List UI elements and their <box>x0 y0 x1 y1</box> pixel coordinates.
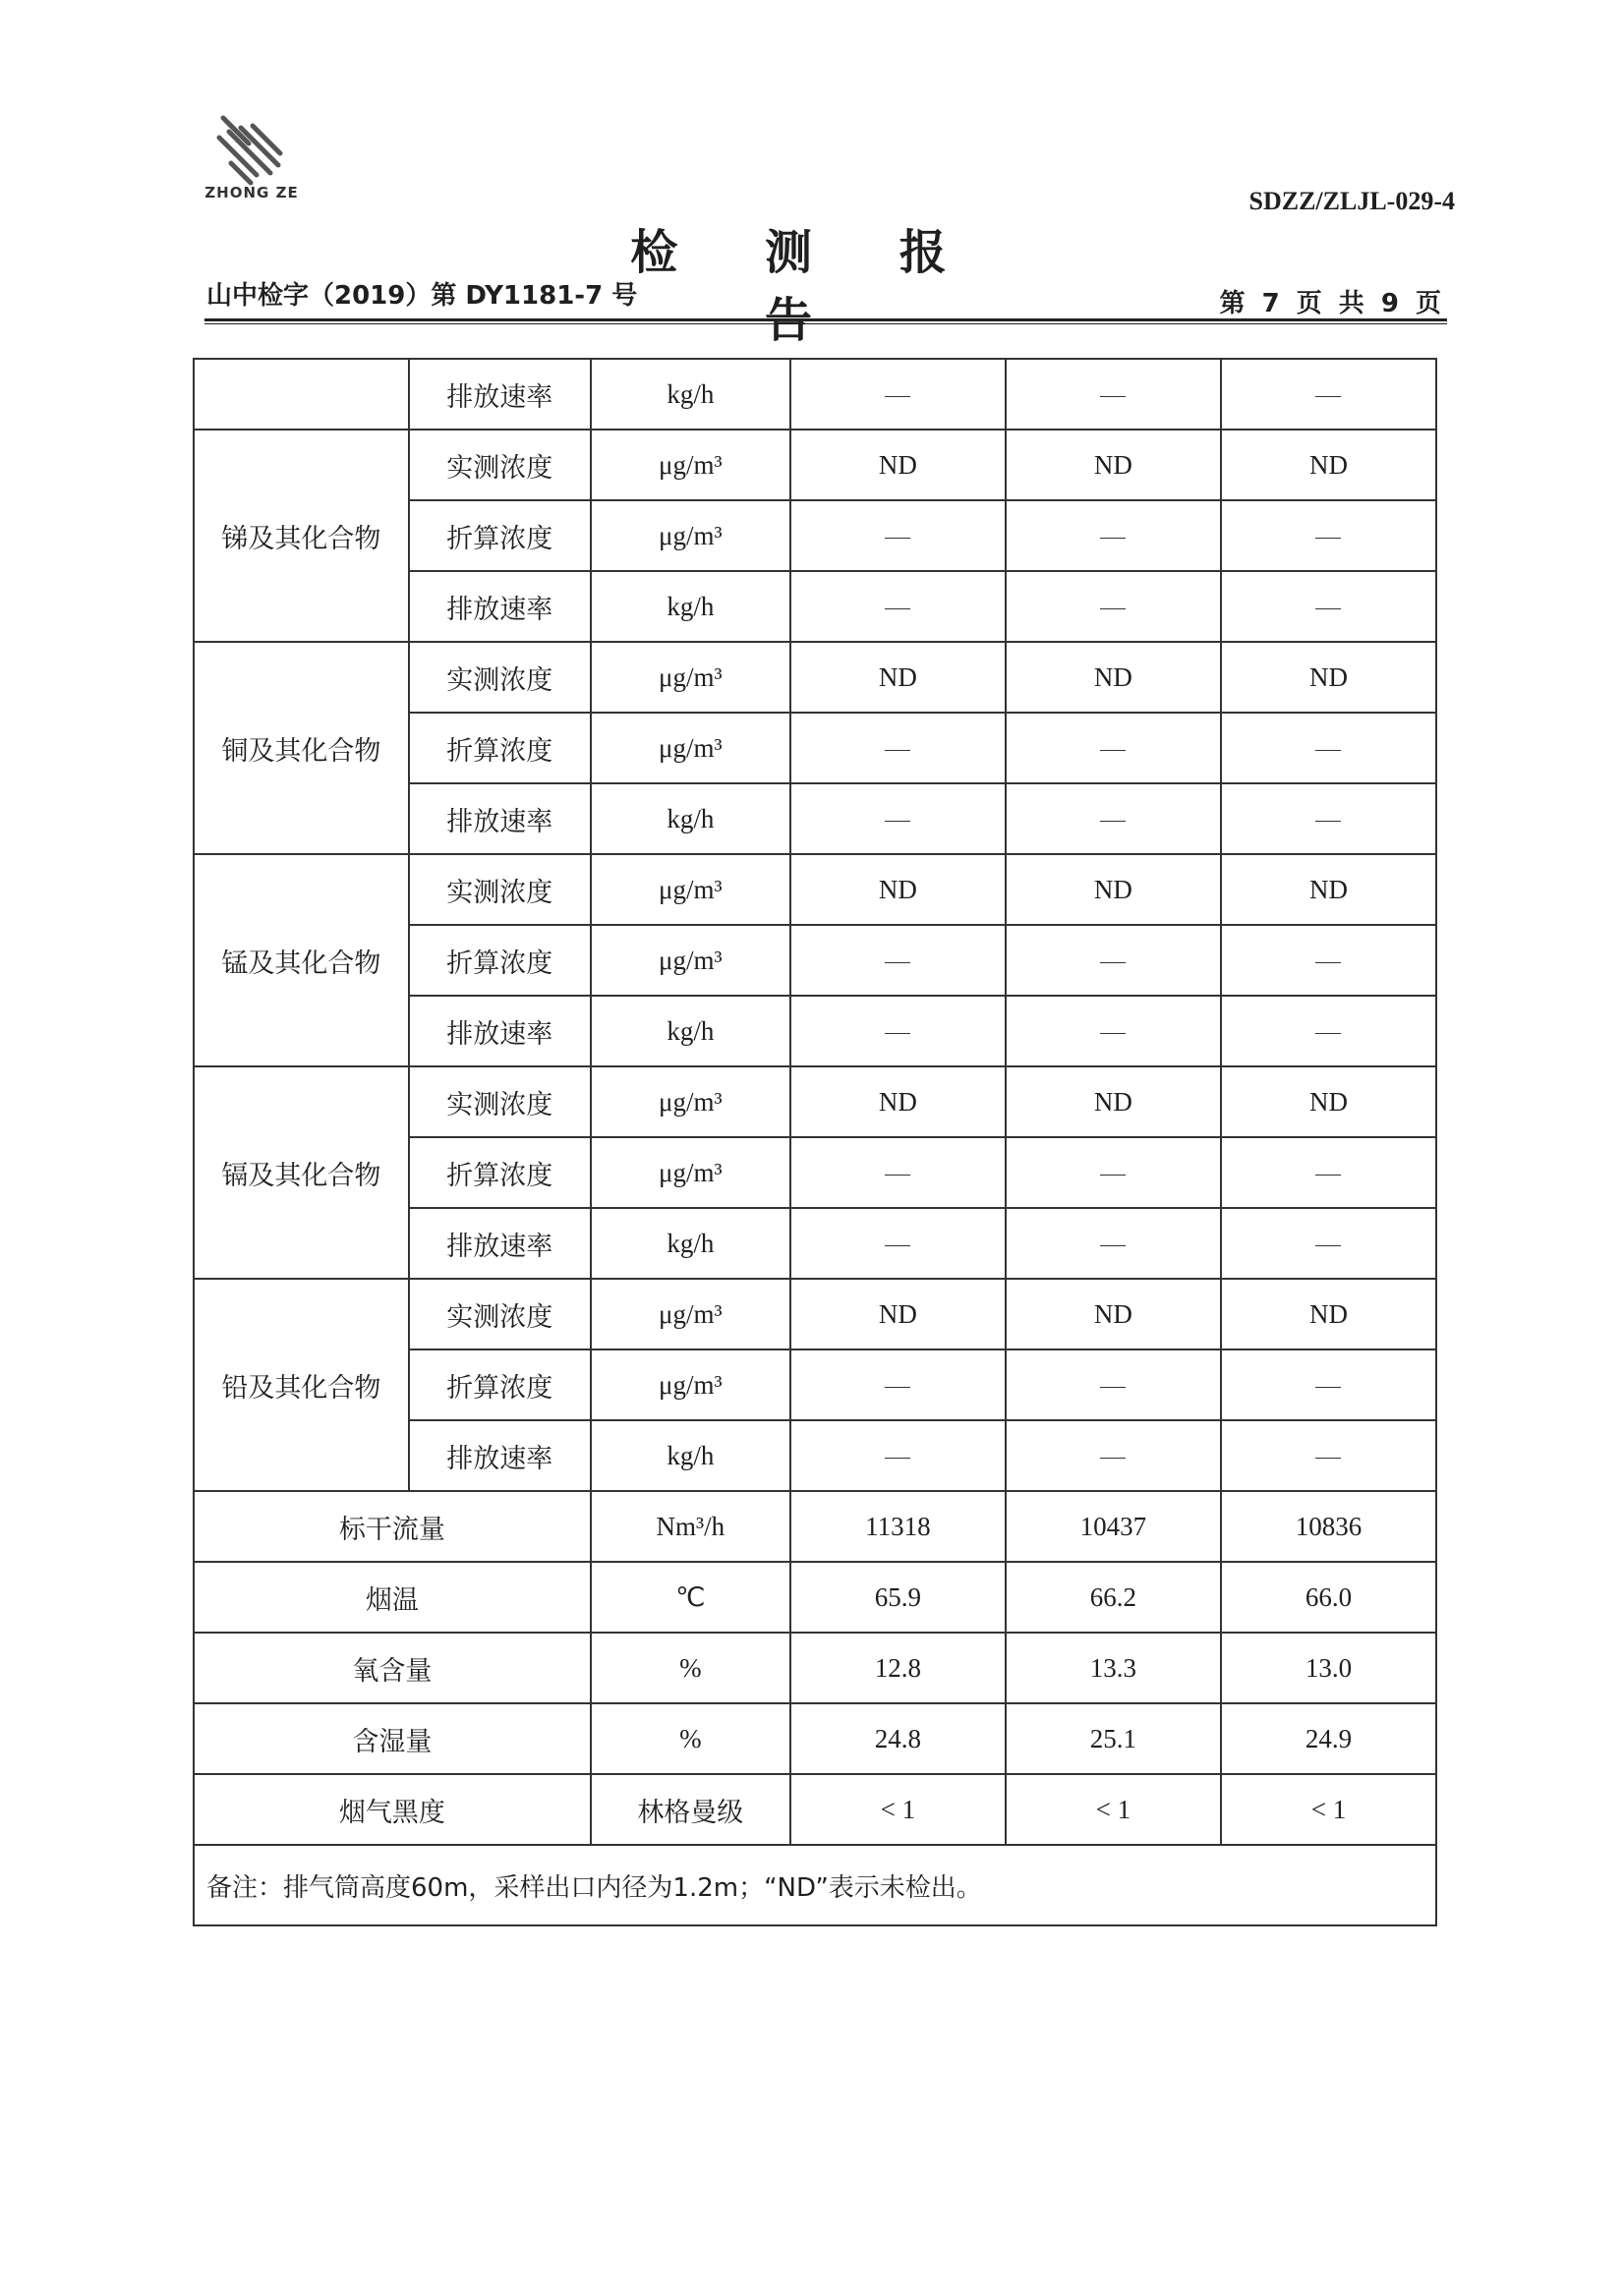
value-cell: 13.3 <box>1006 1633 1221 1703</box>
item-cell: 折算浓度 <box>409 925 591 996</box>
item-cell: 排放速率 <box>409 1208 591 1279</box>
category-cell: 锰及其化合物 <box>194 854 409 1066</box>
unit-cell: kg/h <box>591 1208 790 1279</box>
dash-mark <box>1100 538 1126 539</box>
value-cell <box>1221 1137 1436 1208</box>
category-cell <box>194 359 409 430</box>
item-cell: 排放速率 <box>409 571 591 642</box>
category-cell: 铅及其化合物 <box>194 1279 409 1491</box>
table-row <box>194 430 1436 500</box>
value-cell <box>790 1349 1006 1420</box>
value-cell: ND <box>1221 642 1436 713</box>
item-cell: 实测浓度 <box>409 854 591 925</box>
value-cell <box>790 500 1006 571</box>
dash-mark <box>885 1458 910 1459</box>
dash-mark <box>885 962 910 963</box>
value-cell <box>1221 500 1436 571</box>
dash-mark <box>1100 750 1126 751</box>
unit-cell: μg/m³ <box>591 925 790 996</box>
value-cell: ND <box>790 854 1006 925</box>
unit-cell: kg/h <box>591 359 790 430</box>
table-row <box>194 1703 1436 1774</box>
value-cell <box>790 359 1006 430</box>
item-cell: 排放速率 <box>409 1420 591 1491</box>
item-cell: 排放速率 <box>409 359 591 430</box>
unit-cell: % <box>591 1633 790 1703</box>
unit-cell: μg/m³ <box>591 642 790 713</box>
value-cell <box>1006 783 1221 854</box>
value-cell <box>1221 783 1436 854</box>
value-cell: ND <box>790 642 1006 713</box>
dash-mark <box>1100 1458 1126 1459</box>
item-cell: 折算浓度 <box>409 713 591 783</box>
value-cell <box>1221 359 1436 430</box>
value-cell <box>1006 1420 1221 1491</box>
value-cell: ND <box>1006 854 1221 925</box>
item-cell: 折算浓度 <box>409 1349 591 1420</box>
value-cell <box>790 783 1006 854</box>
value-cell <box>790 1208 1006 1279</box>
dash-mark <box>1315 962 1341 963</box>
dash-mark <box>1100 1033 1126 1034</box>
dash-mark <box>1315 1458 1341 1459</box>
value-cell: 25.1 <box>1006 1703 1221 1774</box>
value-cell: 11318 <box>790 1491 1006 1562</box>
dash-mark <box>1100 1245 1126 1246</box>
category-cell: 锑及其化合物 <box>194 430 409 642</box>
dash-mark <box>885 538 910 539</box>
dash-mark <box>885 1175 910 1176</box>
unit-cell: μg/m³ <box>591 430 790 500</box>
dash-mark <box>1315 538 1341 539</box>
item-cell: 实测浓度 <box>409 430 591 500</box>
table-row <box>194 1562 1436 1633</box>
dash-mark <box>1315 396 1341 397</box>
value-cell: ND <box>1006 642 1221 713</box>
unit-cell: % <box>591 1703 790 1774</box>
category-cell: 镉及其化合物 <box>194 1066 409 1279</box>
value-cell: ND <box>1006 1279 1221 1349</box>
dash-mark <box>1315 750 1341 751</box>
value-cell: ND <box>790 1066 1006 1137</box>
value-cell: < 1 <box>790 1774 1006 1845</box>
dash-mark <box>1315 608 1341 609</box>
dash-mark <box>1100 1387 1126 1388</box>
dash-mark <box>1315 821 1341 822</box>
dash-mark <box>1315 1387 1341 1388</box>
value-cell: ND <box>1221 1279 1436 1349</box>
value-cell: ND <box>1221 430 1436 500</box>
dash-mark <box>885 396 910 397</box>
dash-mark <box>885 1387 910 1388</box>
value-cell: 10836 <box>1221 1491 1436 1562</box>
value-cell <box>1006 1137 1221 1208</box>
unit-cell: kg/h <box>591 783 790 854</box>
value-cell: 24.8 <box>790 1703 1006 1774</box>
value-cell: ND <box>790 1279 1006 1349</box>
dash-mark <box>885 821 910 822</box>
parameter-cell: 含湿量 <box>194 1703 591 1774</box>
value-cell <box>1221 1420 1436 1491</box>
dash-mark <box>1100 396 1126 397</box>
parameter-cell: 标干流量 <box>194 1491 591 1562</box>
value-cell: 24.9 <box>1221 1703 1436 1774</box>
value-cell: ND <box>1221 854 1436 925</box>
item-cell: 折算浓度 <box>409 500 591 571</box>
value-cell: 66.0 <box>1221 1562 1436 1633</box>
table-row <box>194 1066 1436 1137</box>
dash-mark <box>1100 962 1126 963</box>
parameter-cell: 烟温 <box>194 1562 591 1633</box>
value-cell <box>1221 1349 1436 1420</box>
value-cell <box>1221 1208 1436 1279</box>
unit-cell: ℃ <box>591 1562 790 1633</box>
document-code: SDZZ/ZLJL-029-4 <box>1248 187 1455 215</box>
header-divider <box>204 318 1447 324</box>
dash-mark <box>1100 608 1126 609</box>
value-cell <box>1006 1208 1221 1279</box>
value-cell <box>1221 571 1436 642</box>
page-title: 检 测 报 告 <box>630 225 982 348</box>
unit-cell: μg/m³ <box>591 500 790 571</box>
value-cell <box>790 571 1006 642</box>
value-cell <box>1006 500 1221 571</box>
page-number: 第 7 页 共 9 页 <box>1219 289 1441 318</box>
unit-cell: μg/m³ <box>591 713 790 783</box>
dash-mark <box>1315 1175 1341 1176</box>
item-cell: 实测浓度 <box>409 1279 591 1349</box>
dash-mark <box>885 608 910 609</box>
value-cell <box>790 996 1006 1066</box>
dash-mark <box>885 1245 910 1246</box>
value-cell: 12.8 <box>790 1633 1006 1703</box>
item-cell: 排放速率 <box>409 783 591 854</box>
value-cell: ND <box>1221 1066 1436 1137</box>
value-cell: < 1 <box>1006 1774 1221 1845</box>
report-number: 山中检字（2019）第 DY1181-7 号 <box>206 281 638 311</box>
unit-cell: kg/h <box>591 996 790 1066</box>
unit-cell: μg/m³ <box>591 1066 790 1137</box>
item-cell: 实测浓度 <box>409 642 591 713</box>
unit-cell: μg/m³ <box>591 1349 790 1420</box>
value-cell <box>1006 359 1221 430</box>
value-cell <box>1006 571 1221 642</box>
value-cell <box>1221 925 1436 996</box>
category-cell: 铜及其化合物 <box>194 642 409 854</box>
parameter-cell: 氧含量 <box>194 1633 591 1703</box>
unit-cell: kg/h <box>591 1420 790 1491</box>
dash-mark <box>1100 1175 1126 1176</box>
value-cell: 13.0 <box>1221 1633 1436 1703</box>
unit-cell: μg/m³ <box>591 1137 790 1208</box>
table-row <box>194 359 1436 430</box>
value-cell <box>790 713 1006 783</box>
unit-cell: μg/m³ <box>591 854 790 925</box>
table-row <box>194 854 1436 925</box>
value-cell <box>1221 713 1436 783</box>
note-cell: 备注：排气筒高度60m，采样出口内径为1.2m；“ND”表示未检出。 <box>194 1845 1436 1925</box>
value-cell <box>1006 713 1221 783</box>
table-row <box>194 1633 1436 1703</box>
logo-text: ZHONG ZE <box>204 184 299 201</box>
dash-mark <box>1100 821 1126 822</box>
value-cell: 10437 <box>1006 1491 1221 1562</box>
table-row <box>194 1845 1436 1925</box>
table-row <box>194 1491 1436 1562</box>
item-cell: 排放速率 <box>409 996 591 1066</box>
value-cell <box>1006 925 1221 996</box>
table-row <box>194 1774 1436 1845</box>
value-cell <box>1221 996 1436 1066</box>
value-cell: ND <box>790 430 1006 500</box>
value-cell: 65.9 <box>790 1562 1006 1633</box>
value-cell: 66.2 <box>1006 1562 1221 1633</box>
dash-mark <box>885 1033 910 1034</box>
value-cell <box>790 1137 1006 1208</box>
item-cell: 实测浓度 <box>409 1066 591 1137</box>
item-cell: 折算浓度 <box>409 1137 591 1208</box>
table-row <box>194 642 1436 713</box>
value-cell <box>1006 996 1221 1066</box>
value-cell: ND <box>1006 1066 1221 1137</box>
dash-mark <box>885 750 910 751</box>
unit-cell: 林格曼级 <box>591 1774 790 1845</box>
unit-cell: Nm³/h <box>591 1491 790 1562</box>
value-cell: ND <box>1006 430 1221 500</box>
parameter-cell: 烟气黑度 <box>194 1774 591 1845</box>
results-table <box>193 358 1437 1926</box>
value-cell <box>790 1420 1006 1491</box>
unit-cell: μg/m³ <box>591 1279 790 1349</box>
value-cell <box>1006 1349 1221 1420</box>
dash-mark <box>1315 1033 1341 1034</box>
value-cell: < 1 <box>1221 1774 1436 1845</box>
unit-cell: kg/h <box>591 571 790 642</box>
dash-mark <box>1315 1245 1341 1246</box>
table-row <box>194 1279 1436 1349</box>
value-cell <box>790 925 1006 996</box>
